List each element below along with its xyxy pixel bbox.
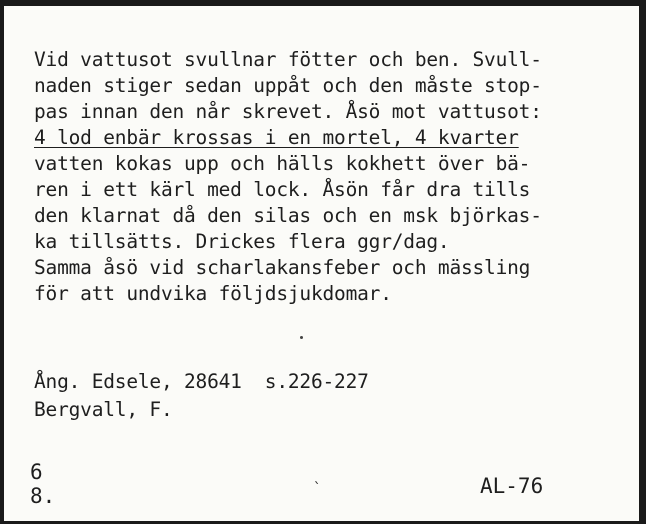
source-reference: Ång. Edsele, 28641 s.226-227 <box>34 370 369 393</box>
recipe-line-6: ren i ett kärl med lock. Åsön får dra tills <box>34 178 531 201</box>
recipe-line-4-text: 4 lod enbär krossas i en mortel, 4 kvarter <box>34 126 519 149</box>
recipe-line-8: ka tillsätts. Drickes flera ggr/dag. <box>34 230 450 253</box>
scan-edge-left <box>0 0 4 524</box>
recipe-line-5: vatten kokas upp och hälls kokhett över bä- <box>34 152 531 175</box>
stray-mark <box>300 336 303 339</box>
card-id: AL-76 <box>480 474 544 498</box>
scan-edge-right <box>639 0 646 524</box>
recipe-line-4 <box>34 126 519 150</box>
recipe-line-1: Vid vattusot svullnar fötter och ben. Svull- <box>34 48 542 71</box>
recipe-line-7: den klarnat då den silas och en msk björkas- <box>34 204 542 227</box>
recipe-line-3: pas innan den når skrevet. Åsö mot vattusot: <box>34 100 542 123</box>
source-author: Bergvall, F. <box>34 398 173 421</box>
card-number-top: 6 <box>30 460 43 484</box>
recipe-line-10: för att undvika följdsjukdomar. <box>34 282 392 305</box>
recipe-line-2: naden stiger sedan uppåt och den måste stop- <box>34 74 542 97</box>
tick-mark: ` <box>313 481 322 497</box>
card-number-bottom: 8. <box>30 484 56 508</box>
recipe-line-9: Samma åsö vid scharlakansfeber och mässling <box>34 256 531 279</box>
scan-edge-top <box>0 0 646 6</box>
